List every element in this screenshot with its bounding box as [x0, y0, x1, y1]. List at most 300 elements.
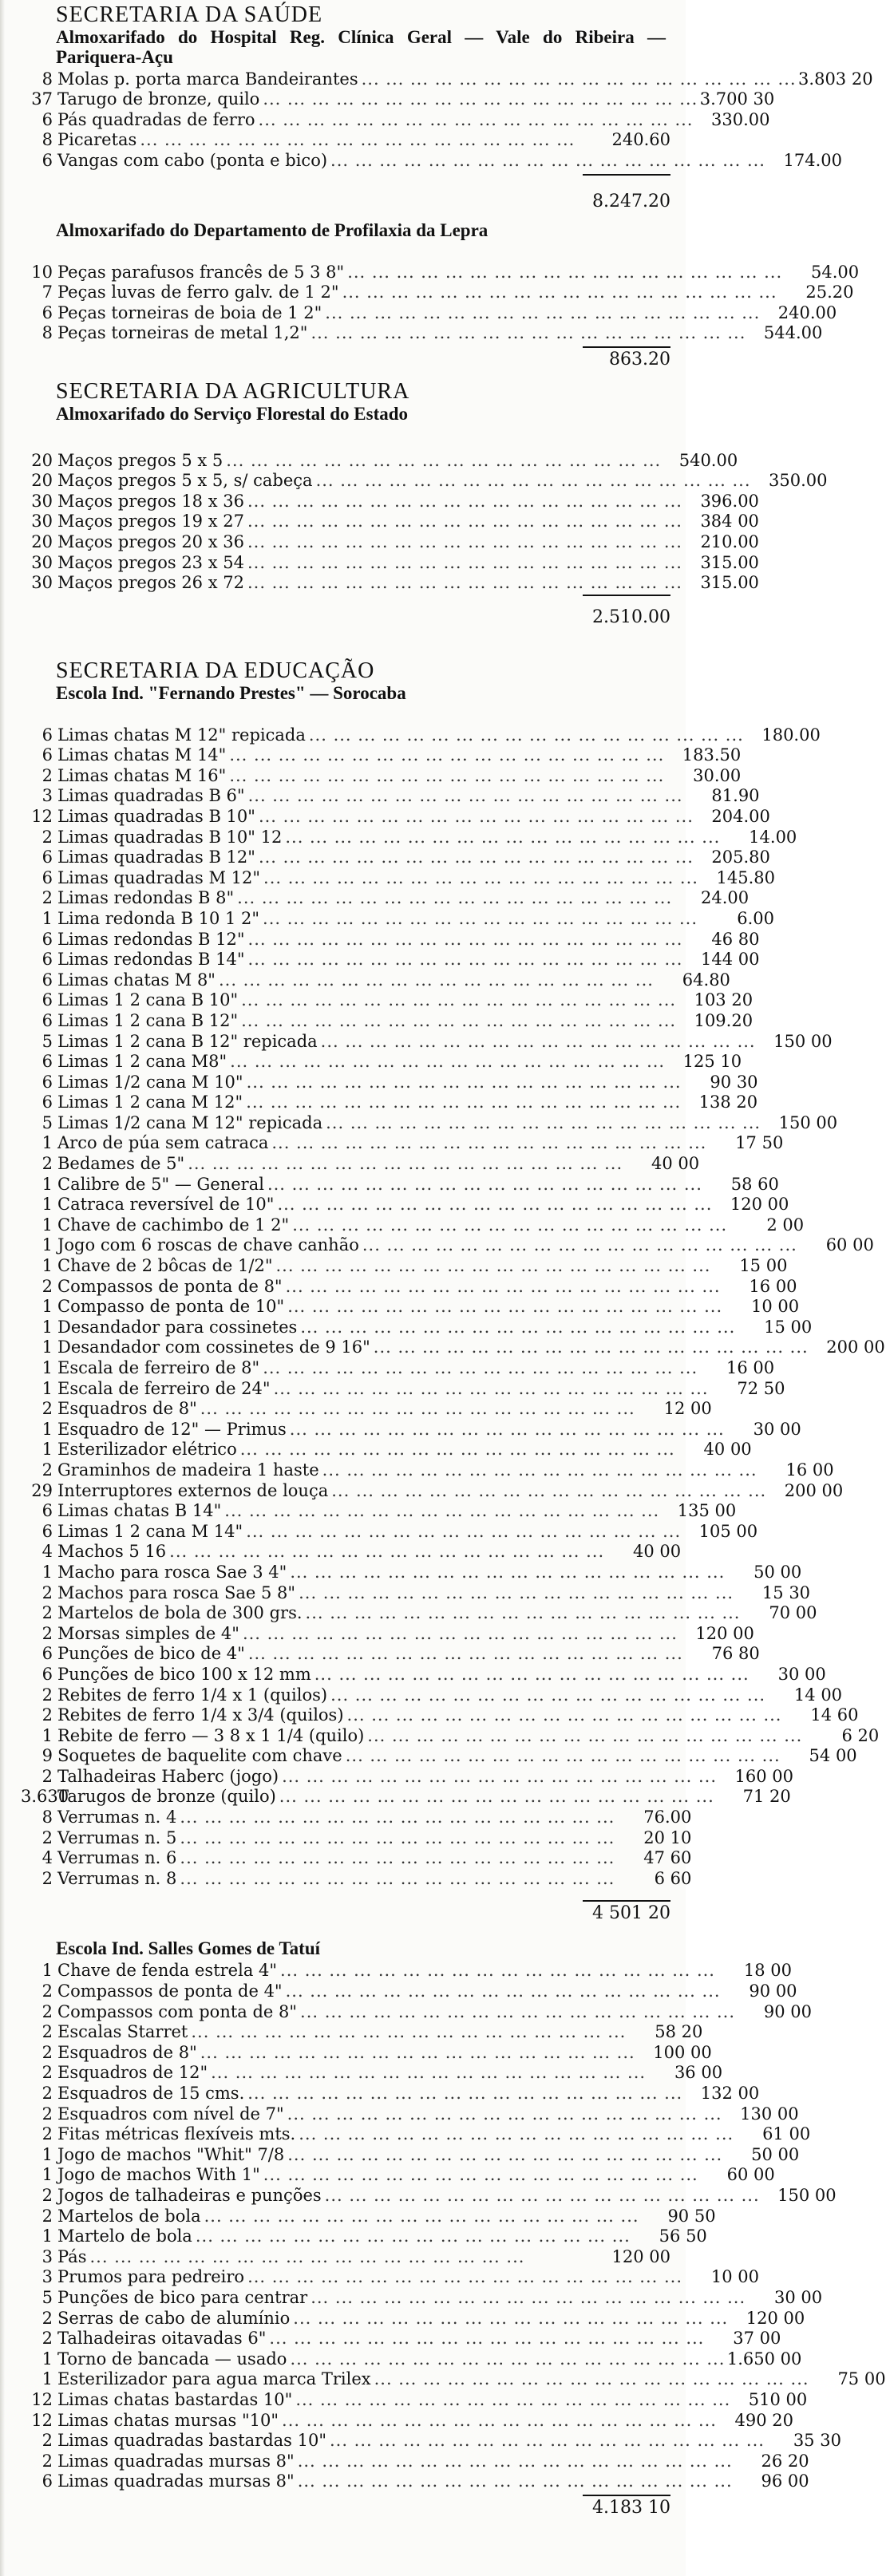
item-quantity: 20	[31, 450, 53, 470]
list-item	[42, 765, 742, 786]
item-quantity: 1	[42, 1562, 53, 1582]
item-value: 15 00	[739, 1256, 788, 1276]
leader-dots	[370, 1337, 809, 1357]
leader-dots	[176, 1848, 615, 1868]
item-description: Martelo de bola	[57, 2226, 192, 2246]
list-item	[31, 2389, 808, 2410]
item-quantity: 1	[42, 1195, 53, 1215]
list-item	[42, 1961, 792, 1981]
list-item	[42, 908, 774, 929]
item-value: 90 50	[667, 2206, 716, 2226]
item-description: Esquadros de 12"	[57, 2063, 208, 2083]
list-item	[31, 2410, 793, 2431]
item-description: Calibre de 5" — General	[57, 1174, 264, 1194]
item-description: Compassos de ponta de 4"	[57, 1981, 283, 2001]
item-value: 240.60	[611, 130, 670, 150]
item-value: 54 00	[809, 1746, 857, 1766]
item-value: 40 00	[651, 1154, 700, 1174]
list-item	[42, 1440, 752, 1460]
item-quantity: 2	[42, 2431, 53, 2451]
item-description: Limas 1/2 cana M 12" repicada	[57, 1112, 323, 1132]
item-description: Esquadros de 8"	[57, 2042, 197, 2062]
item-quantity: 1	[42, 1133, 53, 1153]
item-value: 58 20	[655, 2022, 703, 2042]
item-value: 109.20	[694, 1010, 753, 1030]
item-value: 30.00	[693, 765, 742, 785]
item-quantity: 2	[42, 1981, 53, 2001]
subsection-title: Escola Ind. Salles Gomes de Tatuí	[56, 1938, 321, 1958]
item-quantity: 1	[42, 1235, 53, 1255]
item-quantity: 8	[42, 323, 53, 343]
item-quantity: 6	[42, 970, 53, 990]
item-description: Limas chatas mursas "10"	[57, 2410, 279, 2430]
list-item	[42, 1766, 794, 1787]
list-item	[42, 2287, 823, 2308]
leader-dots	[295, 2124, 734, 2144]
leader-dots	[244, 512, 682, 531]
item-description: Limas chatas M 8"	[57, 970, 216, 990]
item-quantity: 6	[42, 990, 53, 1010]
list-item	[42, 130, 670, 151]
item-quantity: 2	[42, 1685, 53, 1705]
item-value: 150 00	[778, 1112, 838, 1132]
item-value: 120 00	[730, 1195, 789, 1215]
list-item	[31, 552, 759, 573]
leader-dots	[234, 888, 672, 908]
item-description: Graminhos de madeira 1 haste	[57, 1460, 319, 1480]
leader-dots	[259, 909, 698, 929]
list-item	[42, 1255, 788, 1276]
item-quantity: 6	[42, 1010, 53, 1030]
item-value: 16 00	[726, 1358, 775, 1377]
item-value: 90 30	[710, 1072, 758, 1092]
item-value: 56 50	[659, 2226, 707, 2246]
leader-dots	[364, 1726, 802, 1746]
leader-dots	[259, 89, 698, 109]
leader-dots	[339, 282, 777, 302]
leader-dots	[136, 130, 594, 150]
item-quantity: 2	[42, 1868, 53, 1888]
list-item	[42, 2124, 811, 2145]
item-quantity: 8	[42, 1808, 53, 1827]
item-quantity: 30	[31, 512, 53, 531]
item-value: 2 00	[766, 1215, 805, 1235]
item-quantity: 2	[42, 2206, 53, 2226]
item-value: 16 00	[785, 1460, 834, 1480]
list-item	[42, 847, 770, 868]
item-description: Limas quadradas B 6"	[57, 786, 245, 806]
item-description: Peças parafusos francês de 5 3 8"	[57, 262, 345, 282]
item-description: Desandador com cossinetes de 9 16"	[57, 1337, 370, 1357]
leader-dots	[243, 1073, 682, 1092]
item-value: 70 00	[769, 1603, 817, 1623]
list-item	[42, 1399, 712, 1420]
leader-dots	[244, 553, 682, 573]
subsection-total	[56, 593, 670, 634]
item-quantity: 1	[42, 2369, 53, 2389]
item-quantity: 6	[42, 1501, 53, 1521]
leader-dots	[259, 1358, 698, 1378]
item-description: Esquadros de 15 cms.	[57, 2084, 245, 2103]
item-value: 120 00	[695, 1623, 754, 1643]
item-quantity: 2	[42, 2329, 53, 2349]
list-item	[42, 1112, 838, 1133]
item-value: 30 00	[774, 2287, 823, 2307]
item-quantity: 2	[42, 2001, 53, 2021]
item-value: 100 00	[653, 2042, 712, 2062]
item-value: 240.00	[777, 302, 837, 322]
list-item	[42, 1297, 800, 1318]
item-description: Vangas com cabo (ponta e bico)	[57, 150, 328, 170]
item-quantity: 2	[42, 1623, 53, 1643]
list-item	[31, 89, 775, 110]
item-description: Limas 1 2 cana M 14"	[57, 1521, 243, 1541]
item-quantity: 30	[31, 552, 53, 572]
item-description: Compassos de ponta de 8"	[57, 1276, 283, 1296]
item-description: Verrumas n. 5	[57, 1827, 177, 1847]
list-item	[42, 2471, 809, 2492]
item-description: Maços pregos 5 x 5	[57, 450, 223, 470]
item-value: 76.00	[643, 1808, 692, 1827]
item-description: Arco de púa sem catraca	[57, 1133, 269, 1153]
item-description: Rebites de ferro 1/4 x 3/4 (quilos)	[57, 1705, 344, 1725]
item-quantity: 2	[42, 2063, 53, 2083]
list-item	[42, 1623, 754, 1644]
leader-dots	[266, 2329, 704, 2349]
item-quantity: 1	[42, 1358, 53, 1377]
leader-dots	[313, 471, 751, 491]
item-quantity: 1	[42, 1440, 53, 1460]
item-list	[31, 262, 860, 343]
item-quantity: 6	[42, 725, 53, 745]
leader-dots	[176, 1869, 615, 1889]
leader-dots	[192, 2226, 631, 2246]
item-quantity: 1	[42, 2165, 53, 2185]
total-value: 863.20	[609, 350, 670, 370]
item-value: 145.80	[716, 867, 775, 887]
list-item	[42, 2246, 670, 2267]
item-value: 14.00	[749, 827, 797, 847]
list-item	[42, 323, 823, 344]
leader-dots	[322, 1113, 761, 1133]
leader-dots	[307, 323, 746, 343]
leader-dots	[244, 573, 682, 593]
leader-dots	[279, 2411, 717, 2431]
list-item	[42, 1235, 874, 1256]
item-description: Rebites de ferro 1/4 x 1 (quilos)	[57, 1685, 328, 1705]
list-item	[31, 806, 770, 827]
leader-dots	[319, 1460, 757, 1480]
list-item	[42, 1725, 880, 1746]
item-description: Esterilizador para agua marca Trilex	[57, 2369, 371, 2389]
item-description: Maços pregos 20 x 36	[57, 531, 244, 551]
item-description: Escala de ferreiro de 8"	[57, 1358, 260, 1377]
leader-dots	[292, 2390, 730, 2410]
list-item	[42, 1848, 692, 1869]
item-value: 30 00	[777, 1664, 826, 1684]
item-quantity: 7	[42, 282, 53, 302]
section-header: SECRETARIA DA EDUCAÇÃO	[56, 658, 375, 683]
item-value: 544.00	[763, 323, 823, 343]
leader-dots	[271, 1379, 709, 1399]
list-item	[31, 531, 759, 552]
item-quantity: 6	[42, 1072, 53, 1092]
item-value: 10 00	[751, 1297, 800, 1317]
list-item	[42, 2022, 703, 2043]
item-quantity: 4	[42, 1848, 53, 1868]
list-item	[42, 2267, 760, 2288]
leader-dots	[197, 2043, 635, 2063]
item-description: Maços pregos 19 x 27	[57, 512, 244, 531]
list-item	[42, 1276, 797, 1297]
item-value: 150 00	[777, 2185, 837, 2205]
list-item	[42, 2206, 716, 2226]
list-item	[42, 1337, 885, 1358]
item-quantity: 1	[42, 1337, 53, 1357]
total-value: 4 501 20	[592, 1902, 670, 1923]
leader-dots	[284, 2145, 722, 2165]
list-item	[42, 2369, 886, 2390]
item-description: Picaretas	[57, 130, 137, 150]
item-quantity: 20	[31, 531, 53, 551]
item-description: Pás quadradas de ferro	[57, 109, 255, 129]
leader-dots	[245, 930, 683, 950]
item-quantity: 2	[42, 765, 53, 785]
item-description: Esterilizador elétrico	[57, 1440, 237, 1460]
leader-dots	[166, 1542, 604, 1562]
item-description: Limas redondas B 14"	[57, 950, 245, 970]
item-quantity: 6	[42, 950, 53, 970]
item-value: 96 00	[761, 2471, 809, 2491]
item-value: 350.00	[769, 471, 828, 491]
item-quantity: 6	[42, 867, 53, 887]
item-value: 125 10	[682, 1052, 742, 1072]
list-item	[31, 573, 759, 594]
item-value: 120 00	[611, 2246, 670, 2266]
item-description: Limas quadradas B 12"	[57, 847, 255, 867]
item-quantity: 30	[31, 491, 53, 511]
item-quantity: 2	[42, 1399, 53, 1419]
item-description: Talhadeiras Haberc (jogo)	[57, 1766, 279, 1786]
item-value: 76 80	[711, 1644, 760, 1664]
item-quantity: 6	[42, 1644, 53, 1664]
list-item	[42, 1010, 753, 1031]
leader-dots	[184, 1154, 623, 1174]
list-item	[42, 282, 854, 303]
item-value: 20 10	[643, 1827, 692, 1847]
item-quantity: 1	[42, 2144, 53, 2164]
item-value: 15 30	[761, 1582, 811, 1602]
item-quantity: 1	[42, 1419, 53, 1439]
leader-dots	[245, 1644, 683, 1664]
item-quantity: 1	[42, 1961, 53, 1981]
item-quantity: 2	[42, 1276, 53, 1296]
item-description: Chave de fenda estrela 4"	[57, 1961, 278, 1981]
list-item	[42, 1317, 813, 1337]
item-description: Rebite de ferro — 3 8 x 1 1/4 (quilo)	[57, 1725, 365, 1745]
item-description: Limas quadradas B 10"	[57, 806, 255, 826]
item-description: Pás	[57, 2246, 87, 2266]
item-value: 3.803 20	[798, 69, 873, 89]
item-quantity: 2	[42, 1705, 53, 1725]
item-value: 200 00	[826, 1337, 885, 1357]
item-value: 174.00	[783, 150, 842, 170]
item-value: 14 60	[810, 1705, 859, 1725]
item-quantity: 3	[42, 2267, 53, 2287]
item-value: 384 00	[700, 512, 759, 531]
item-value: 58 60	[730, 1174, 779, 1194]
item-value: 17 50	[735, 1133, 784, 1153]
leader-dots	[238, 1011, 676, 1031]
item-value: 46 80	[711, 929, 760, 949]
leader-dots	[237, 1440, 675, 1460]
item-value: 210.00	[700, 531, 759, 551]
list-item	[42, 1031, 833, 1052]
list-item	[42, 2349, 802, 2369]
item-description: Serras de cabo de alumínio	[57, 2308, 291, 2328]
leader-dots	[284, 2104, 722, 2124]
item-quantity: 6	[42, 2471, 53, 2491]
item-quantity: 30	[31, 573, 53, 593]
item-description: Verrumas n. 4	[57, 1808, 177, 1827]
item-description: Limas 1 2 cana B 12"	[57, 1010, 239, 1030]
leader-dots	[272, 1256, 710, 1276]
list-item	[42, 1562, 802, 1582]
item-value: 540.00	[678, 450, 738, 470]
list-item	[42, 1868, 692, 1889]
list-item	[31, 471, 828, 492]
item-value: 60 00	[726, 2165, 775, 2185]
leader-dots	[284, 1297, 722, 1317]
item-description: Limas quadradas M 12"	[57, 867, 261, 887]
leader-dots	[295, 2452, 733, 2471]
item-quantity: 12	[31, 2410, 53, 2430]
list-item	[42, 1644, 760, 1665]
leader-dots	[283, 1277, 721, 1297]
leader-dots	[297, 2002, 735, 2022]
item-quantity: 37	[31, 89, 53, 109]
leader-dots	[277, 1961, 715, 1981]
list-item	[42, 745, 742, 766]
item-description: Interruptores externos de louça	[57, 1480, 329, 1500]
list-item	[42, 2185, 837, 2206]
list-item	[42, 867, 775, 888]
item-description: Limas 1 2 cana M8"	[57, 1052, 227, 1072]
subsection-title: Almoxarifado do Serviço Florestal do Estado	[56, 404, 409, 424]
item-value: 135 00	[677, 1501, 737, 1521]
leader-dots	[276, 1787, 714, 1807]
item-quantity: 2	[42, 827, 53, 847]
item-quantity: 1	[42, 1215, 53, 1235]
item-quantity: 6	[42, 745, 53, 765]
leader-dots	[279, 1767, 717, 1787]
leader-dots	[344, 1705, 782, 1725]
leader-dots	[223, 451, 661, 471]
leader-dots	[307, 2288, 746, 2308]
item-description: Limas 1 2 cana B 10"	[57, 990, 239, 1010]
leader-dots	[342, 1746, 781, 1766]
list-item	[42, 888, 750, 909]
leader-dots	[264, 1175, 702, 1195]
list-item	[42, 1195, 789, 1215]
list-item	[42, 1582, 811, 1603]
item-value: 75 00	[837, 2369, 886, 2389]
item-value: 36 00	[674, 2063, 723, 2083]
list-item	[42, 69, 873, 89]
leader-dots	[188, 2022, 626, 2042]
list-item	[42, 150, 842, 171]
item-value: 204.00	[711, 806, 770, 826]
item-description: Limas quadradas bastardas 10"	[57, 2431, 326, 2451]
item-value: 14 00	[793, 1685, 843, 1705]
subsection-total	[56, 1889, 670, 1924]
item-quantity: 1	[42, 1297, 53, 1317]
item-description: Chave de cachimbo de 1 2"	[57, 1215, 290, 1235]
leader-dots	[244, 532, 682, 552]
item-quantity: 2	[42, 1154, 53, 1174]
leader-dots	[238, 990, 676, 1010]
item-quantity: 6	[42, 1092, 53, 1112]
item-description: Verrumas n. 8	[57, 1868, 177, 1888]
item-description: Esquadros com nível de 7"	[57, 2104, 284, 2124]
leader-dots	[227, 1052, 665, 1072]
item-quantity: 4	[42, 1542, 53, 1562]
item-value: 200 00	[784, 1480, 844, 1500]
item-quantity: 10	[31, 262, 53, 282]
item-value: 40 00	[633, 1542, 682, 1562]
list-item	[31, 491, 759, 512]
leader-dots	[282, 828, 720, 847]
leader-dots	[244, 492, 682, 512]
list-item	[42, 929, 760, 950]
item-value: 205.80	[711, 847, 770, 867]
item-quantity: 2	[42, 2451, 53, 2471]
item-quantity: 1	[42, 2349, 53, 2369]
item-value: 6 60	[654, 1868, 692, 1888]
item-quantity: 1	[42, 1174, 53, 1194]
list-item	[42, 2042, 712, 2063]
section-agricultura	[31, 379, 828, 634]
item-value: 12 00	[663, 1399, 712, 1419]
leader-dots	[290, 2309, 728, 2329]
item-value: 72 50	[737, 1378, 785, 1398]
item-list	[31, 69, 873, 171]
item-value: 50 00	[753, 1562, 802, 1582]
item-value: 90 00	[749, 1981, 797, 2001]
leader-dots	[243, 1092, 681, 1112]
item-description: Limas chatas bastardas 10"	[57, 2389, 293, 2409]
leader-dots	[359, 1235, 797, 1255]
list-item	[21, 1787, 791, 1808]
item-value: 120 00	[746, 2308, 805, 2328]
leader-dots	[244, 2084, 682, 2104]
page-edge-shadow	[0, 0, 5, 2576]
list-item	[31, 262, 860, 282]
list-item	[42, 2165, 775, 2186]
item-quantity: 1	[42, 1725, 53, 1745]
item-quantity: 2	[42, 2124, 53, 2144]
item-description: Esquadro de 12" — Primus	[57, 1419, 287, 1439]
list-item	[42, 1685, 843, 1705]
item-description: Macho para rosca Sae 3 4"	[57, 1562, 287, 1582]
leader-dots	[274, 1195, 712, 1215]
item-description: Limas quadradas mursas 8"	[57, 2451, 295, 2471]
leader-dots	[295, 2471, 733, 2491]
item-value: 510 00	[748, 2389, 808, 2409]
item-quantity: 12	[31, 2389, 53, 2409]
item-value: 54.00	[811, 262, 860, 282]
item-quantity: 2	[42, 1603, 53, 1623]
